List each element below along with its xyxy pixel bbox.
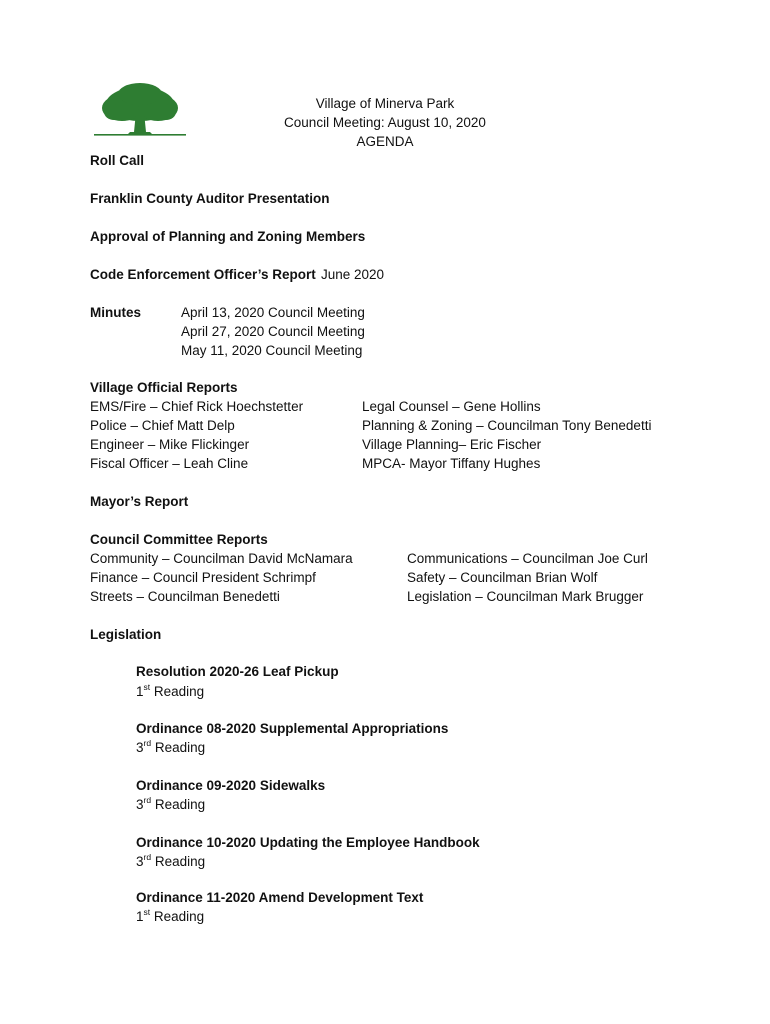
committee-reports-title: Council Committee Reports bbox=[90, 532, 268, 547]
legislation-item-title: Ordinance 09-2020 Sidewalks bbox=[136, 778, 326, 793]
village-report-right: Legal Counsel – Gene Hollins bbox=[362, 399, 541, 414]
agenda-heading: AGENDA bbox=[356, 134, 414, 149]
village-report-right: Planning & Zoning – Councilman Tony Benedetti bbox=[362, 418, 652, 433]
meeting-date: Council Meeting: August 10, 2020 bbox=[284, 115, 486, 130]
village-report-right: MPCA- Mayor Tiffany Hughes bbox=[362, 456, 541, 471]
approval-members: Approval of Planning and Zoning Members bbox=[90, 229, 366, 244]
committee-report-left: Finance – Council President Schrimpf bbox=[90, 570, 316, 585]
minutes-item: May 11, 2020 Council Meeting bbox=[181, 343, 363, 358]
legislation-item-reading: 3rd Reading bbox=[136, 794, 206, 812]
code-enforcement-report: Code Enforcement Officer’s Report bbox=[90, 267, 316, 282]
org-name: Village of Minerva Park bbox=[315, 96, 455, 111]
tree-logo-icon bbox=[94, 82, 186, 138]
legislation-item-title: Ordinance 10-2020 Updating the Employee Handbook bbox=[136, 835, 480, 850]
legislation-item-title: Resolution 2020-26 Leaf Pickup bbox=[136, 664, 339, 679]
minutes-label: Minutes bbox=[90, 305, 142, 320]
committee-report-right: Communications – Councilman Joe Curl bbox=[407, 551, 648, 566]
legislation-item-title: Ordinance 11-2020 Amend Development Text bbox=[136, 890, 424, 905]
mayors-report: Mayor’s Report bbox=[90, 494, 189, 509]
auditor-presentation: Franklin County Auditor Presentation bbox=[90, 191, 330, 206]
village-reports-title: Village Official Reports bbox=[90, 380, 238, 395]
legislation-item-reading: 1st Reading bbox=[136, 906, 205, 924]
minutes-item: April 27, 2020 Council Meeting bbox=[181, 324, 365, 339]
village-report-left: Engineer – Mike Flickinger bbox=[90, 437, 250, 452]
minutes-item: April 13, 2020 Council Meeting bbox=[181, 305, 365, 320]
roll-call: Roll Call bbox=[90, 153, 145, 168]
code-enforcement-value: June 2020 bbox=[321, 267, 385, 282]
village-report-left: EMS/Fire – Chief Rick Hoechstetter bbox=[90, 399, 304, 414]
legislation-item-reading: 3rd Reading bbox=[136, 737, 206, 755]
village-report-left: Police – Chief Matt Delp bbox=[90, 418, 235, 433]
committee-report-left: Community – Councilman David McNamara bbox=[90, 551, 353, 566]
legislation-item-reading: 3rd Reading bbox=[136, 851, 206, 869]
legislation-title: Legislation bbox=[90, 627, 162, 642]
village-report-left: Fiscal Officer – Leah Cline bbox=[90, 456, 249, 471]
committee-report-left: Streets – Councilman Benedetti bbox=[90, 589, 280, 604]
legislation-item-title: Ordinance 08-2020 Supplemental Appropriations bbox=[136, 721, 449, 736]
legislation-item-reading: 1st Reading bbox=[136, 681, 205, 699]
village-report-right: Village Planning– Eric Fischer bbox=[362, 437, 542, 452]
committee-report-right: Safety – Councilman Brian Wolf bbox=[407, 570, 598, 585]
committee-report-right: Legislation – Councilman Mark Brugger bbox=[407, 589, 644, 604]
